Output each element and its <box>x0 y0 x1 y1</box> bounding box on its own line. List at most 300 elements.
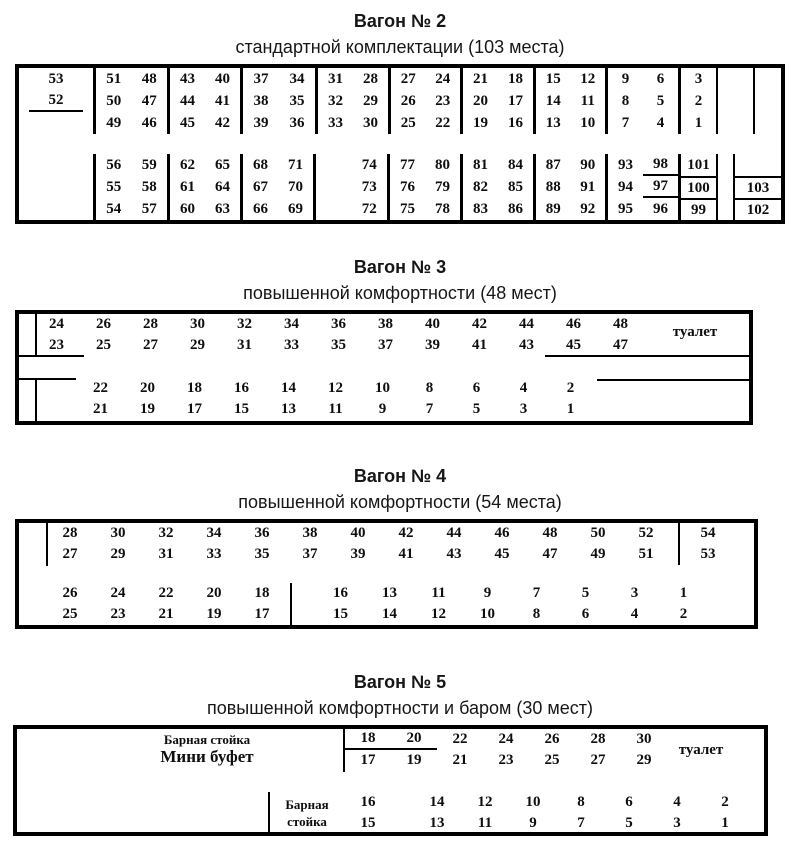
aisle-line <box>545 355 749 357</box>
seat-column <box>33 314 80 356</box>
seat-number: 37 <box>378 337 393 353</box>
seat-number: 20 <box>473 92 488 109</box>
seat-number: 18 <box>254 585 270 601</box>
seat-row <box>463 176 533 198</box>
seat-number: 42 <box>215 114 230 131</box>
seat-number: 40 <box>425 316 440 332</box>
seat-number: 31 <box>328 70 343 87</box>
seat-column <box>430 523 478 565</box>
seat-number: 17 <box>360 752 376 768</box>
wagon-5-subtitle: повышенной комфортности и баром (30 мест) <box>206 698 594 718</box>
seat-column <box>345 729 391 771</box>
seat-number: 34 <box>289 70 305 87</box>
seat-number: 97 <box>643 176 678 198</box>
seat-row <box>390 198 460 220</box>
seat-row <box>243 90 315 112</box>
seat-number: 9 <box>483 585 492 601</box>
seat-number: 40 <box>215 70 230 87</box>
seat-row <box>463 68 533 90</box>
seat-number: 21 <box>452 752 468 768</box>
wagon-2-title: Вагон № 2 <box>353 11 447 31</box>
seat-row <box>536 68 605 90</box>
seat-number: 52 <box>29 90 83 112</box>
seat-column <box>659 583 708 625</box>
seat-number: 25 <box>96 337 111 353</box>
seat-number: 86 <box>508 200 523 217</box>
seat-block <box>678 68 718 134</box>
seat-column <box>174 314 221 356</box>
seat-column <box>124 378 171 420</box>
seat-column <box>218 378 265 420</box>
seat-number: 53 <box>48 70 64 87</box>
seat-number: 90 <box>580 156 596 173</box>
seat-number: 91 <box>580 178 596 195</box>
seat-row <box>463 198 533 220</box>
seat-row <box>316 176 387 198</box>
seat-number: 9 <box>529 815 537 831</box>
seat-number: 43 <box>519 337 534 353</box>
seat-number: 87 <box>545 156 561 173</box>
seat-column <box>701 792 749 834</box>
seat-column <box>77 378 124 420</box>
seat-number: 10 <box>525 794 541 810</box>
seat-row <box>19 112 93 134</box>
mini-buffet-label: Мини буфет <box>160 747 254 766</box>
seat-block <box>93 154 167 220</box>
seat-row <box>608 90 678 112</box>
seat-row <box>391 90 460 112</box>
seat-column <box>453 378 500 420</box>
seat-number: 21 <box>158 606 174 622</box>
seat-number: 36 <box>331 316 346 332</box>
seat-row <box>608 68 678 90</box>
seat-number: 2 <box>694 92 703 109</box>
seat-number: 50 <box>590 525 606 541</box>
seat-number: 102 <box>746 201 770 218</box>
seat-spacer <box>735 154 781 176</box>
seat-number: 12 <box>477 794 493 810</box>
seat-number: 13 <box>545 114 561 131</box>
seat-number: 51 <box>106 70 122 87</box>
seat-number: 44 <box>180 92 195 109</box>
empty-block <box>718 68 755 134</box>
seat-number: 39 <box>253 114 269 131</box>
bar-counter-line1: Барная <box>285 797 329 812</box>
seat-row <box>96 176 167 198</box>
seat-number: 30 <box>363 114 378 131</box>
seat-number: 14 <box>429 794 445 810</box>
seat-column <box>46 523 94 565</box>
seat-row <box>463 154 533 176</box>
wagon-4-seat-map <box>15 519 758 629</box>
bar-counter-label-bottom <box>273 796 341 830</box>
seat-number: 40 <box>350 525 366 541</box>
seat-row <box>390 176 460 198</box>
seat-block <box>313 154 387 220</box>
seat-number: 85 <box>508 178 523 195</box>
seat-block <box>533 68 605 134</box>
wagon-4-section <box>0 465 800 629</box>
seat-number: 43 <box>180 70 195 87</box>
seat-column <box>127 314 174 356</box>
seat-number: 54 <box>106 200 122 217</box>
seat-number: 2 <box>566 380 575 396</box>
wagon-4-subtitle: повышенной комфортности (54 места) <box>238 492 562 512</box>
seat-block <box>460 68 533 134</box>
seat-number: 4 <box>630 606 639 622</box>
seat-row <box>536 154 605 176</box>
seat-row <box>390 154 460 176</box>
wagon-3-subtitle: повышенной комфортности (48 мест) <box>243 283 557 303</box>
seat-number: 48 <box>542 525 558 541</box>
seat-column <box>171 378 218 420</box>
empty-block <box>755 68 781 134</box>
seat-column <box>547 378 594 420</box>
seat-number: 36 <box>254 525 270 541</box>
wagon-3-title: Вагон № 3 <box>353 257 447 277</box>
seat-number: 51 <box>638 546 654 562</box>
seat-column <box>142 583 190 625</box>
seat-number: 24 <box>110 585 126 601</box>
seat-column <box>94 583 142 625</box>
seat-row <box>19 90 93 112</box>
seat-number: 13 <box>281 401 296 417</box>
seat-column <box>345 792 391 834</box>
seat-row <box>96 112 167 134</box>
seat-number: 14 <box>545 92 561 109</box>
seat-row <box>681 90 716 112</box>
seat-column <box>610 583 659 625</box>
seat-number: 44 <box>519 316 534 332</box>
seat-number: 34 <box>206 525 222 541</box>
seat-column <box>265 378 312 420</box>
seat-number: 26 <box>400 92 416 109</box>
seat-number: 27 <box>590 752 606 768</box>
seat-column <box>678 523 736 565</box>
wagon-2-upper-seat-row <box>19 68 781 134</box>
seat-row <box>608 154 678 176</box>
seat-number: 1 <box>679 585 688 601</box>
seat-number: 20 <box>206 585 222 601</box>
seat-number: 43 <box>446 546 462 562</box>
seat-block <box>605 68 678 134</box>
seat-number: 82 <box>473 178 488 195</box>
seat-number: 49 <box>106 114 122 131</box>
seat-number: 7 <box>532 585 541 601</box>
empty-block <box>718 154 733 220</box>
seat-column <box>94 523 142 565</box>
seat-column <box>509 792 557 834</box>
seat-column <box>461 792 509 834</box>
seat-number: 42 <box>398 525 414 541</box>
seat-row <box>96 154 167 176</box>
seat-number: 5 <box>472 401 481 417</box>
seat-number: 13 <box>429 815 445 831</box>
seat-number: 20 <box>140 380 155 396</box>
seat-number: 4 <box>656 114 665 131</box>
seat-number: 78 <box>435 200 450 217</box>
seat-block <box>533 154 605 220</box>
seat-number: 35 <box>331 337 346 353</box>
seat-number: 18 <box>508 70 523 87</box>
seat-column <box>312 378 359 420</box>
seat-number: 3 <box>694 70 703 87</box>
seat-number: 16 <box>234 380 249 396</box>
seat-number: 16 <box>360 794 376 810</box>
seat-row <box>96 68 167 90</box>
seat-number: 100 <box>687 179 710 196</box>
seat-number: 56 <box>106 156 122 173</box>
seat-column <box>315 314 362 356</box>
seat-block <box>315 68 388 134</box>
seat-block <box>167 154 240 220</box>
seat-row <box>681 176 716 198</box>
wagon-2-seat-map <box>15 64 785 224</box>
seat-number: 19 <box>473 114 488 131</box>
seat-number: 77 <box>400 156 415 173</box>
seat-number: 46 <box>566 316 581 332</box>
aisle-line <box>597 379 749 381</box>
seat-number: 39 <box>425 337 440 353</box>
wagon-2-section <box>0 10 800 224</box>
seat-number: 37 <box>253 70 269 87</box>
seat-number: 22 <box>93 380 108 396</box>
seat-number: 60 <box>180 200 195 217</box>
seat-number: 26 <box>96 316 111 332</box>
seat-number: 8 <box>532 606 541 622</box>
seat-number: 14 <box>382 606 397 622</box>
seat-number: 15 <box>333 606 348 622</box>
seat-number: 3 <box>519 401 528 417</box>
seat-block <box>733 154 781 220</box>
wagon-4-lower-seat-row <box>19 583 754 625</box>
wagon-4-upper-seat-row <box>19 523 754 565</box>
wagon-3-section <box>0 256 800 425</box>
seat-number: 2 <box>679 606 688 622</box>
toilet-label: туалет <box>678 742 724 758</box>
wagon-5-title: Вагон № 5 <box>353 672 447 692</box>
bar-counter-label: Барная стойка <box>163 732 251 747</box>
seat-row <box>681 154 716 176</box>
seat-number: 8 <box>425 380 434 396</box>
seat-number: 10 <box>580 114 596 131</box>
seat-number: 6 <box>625 794 633 810</box>
seat-row <box>170 68 240 90</box>
seat-number: 33 <box>284 337 299 353</box>
seat-row <box>316 154 387 176</box>
seat-column <box>406 378 453 420</box>
seat-number: 75 <box>400 200 415 217</box>
seat-number: 1 <box>721 815 729 831</box>
seat-number: 57 <box>141 200 157 217</box>
seat-number: 74 <box>361 156 377 173</box>
seat-column <box>575 729 621 771</box>
seat-number: 95 <box>618 200 633 217</box>
seat-block <box>387 154 460 220</box>
seat-number: 23 <box>498 752 514 768</box>
seat-number: 48 <box>613 316 628 332</box>
seat-column <box>413 792 461 834</box>
seat-number: 7 <box>577 815 585 831</box>
wagon-3-lower-seat-row <box>19 378 749 420</box>
seat-column <box>478 523 526 565</box>
seat-number: 32 <box>328 92 343 109</box>
seat-row <box>735 176 781 198</box>
seat-number: 66 <box>253 200 268 217</box>
seat-number: 54 <box>700 525 716 541</box>
seat-number: 96 <box>653 200 668 217</box>
seat-number: 79 <box>435 178 450 195</box>
seat-block <box>388 68 460 134</box>
seat-block <box>93 68 167 134</box>
seat-row <box>536 198 605 220</box>
seat-number: 39 <box>350 546 366 562</box>
seat-number: 27 <box>400 70 416 87</box>
seat-number: 13 <box>382 585 397 601</box>
seat-column <box>365 583 414 625</box>
seat-column <box>622 523 670 565</box>
wagon-5-lower-seat-row <box>17 792 764 834</box>
seat-number: 5 <box>581 585 590 601</box>
seat-number: 12 <box>431 606 446 622</box>
vestibule-divider-line <box>35 379 37 421</box>
seat-number: 25 <box>544 752 560 768</box>
vestibule-divider-line <box>35 314 37 355</box>
seat-column <box>500 378 547 420</box>
seat-number: 32 <box>158 525 174 541</box>
seat-number: 17 <box>508 92 523 109</box>
seat-number: 27 <box>143 337 158 353</box>
seat-number: 2 <box>721 794 729 810</box>
seat-number: 46 <box>141 114 157 131</box>
seat-number: 11 <box>431 585 446 601</box>
seat-column <box>238 523 286 565</box>
seat-number: 63 <box>215 200 230 217</box>
seat-number: 23 <box>110 606 126 622</box>
seat-spacer <box>316 176 352 198</box>
seat-number: 30 <box>190 316 205 332</box>
seat-number: 28 <box>363 70 378 87</box>
seat-row <box>608 176 678 198</box>
seat-number: 103 <box>746 179 770 196</box>
seat-number: 30 <box>110 525 126 541</box>
seat-row <box>170 90 240 112</box>
seat-number: 50 <box>106 92 122 109</box>
seat-row <box>243 112 315 134</box>
seat-number: 1 <box>566 401 575 417</box>
seat-number: 23 <box>435 92 451 109</box>
seat-number: 46 <box>494 525 510 541</box>
seat-block <box>460 154 533 220</box>
seat-number: 45 <box>566 337 581 353</box>
seat-number: 69 <box>288 200 303 217</box>
seat-number: 28 <box>143 316 158 332</box>
seat-number: 5 <box>625 815 633 831</box>
seat-number: 29 <box>110 546 126 562</box>
seat-number: 21 <box>93 401 108 417</box>
seat-number: 41 <box>472 337 487 353</box>
seat-number: 33 <box>206 546 222 562</box>
seat-number: 72 <box>361 200 377 217</box>
seat-column <box>557 792 605 834</box>
seat-number: 47 <box>613 337 628 353</box>
seat-column <box>362 314 409 356</box>
seat-row <box>170 154 240 176</box>
seat-number: 25 <box>400 114 416 131</box>
seat-number: 15 <box>545 70 561 87</box>
seat-number: 11 <box>477 815 493 831</box>
seat-column <box>286 523 334 565</box>
seat-number: 24 <box>498 731 514 747</box>
seat-number: 33 <box>328 114 343 131</box>
seat-number: 8 <box>621 92 630 109</box>
seat-column <box>503 314 550 356</box>
wagon-2-subtitle: стандартной комплектации (103 места) <box>235 37 565 57</box>
seat-number: 101 <box>687 156 710 173</box>
seat-column <box>238 583 286 625</box>
seat-column <box>529 729 575 771</box>
seat-number: 9 <box>621 70 630 87</box>
seat-column <box>512 583 561 625</box>
seat-number: 19 <box>140 401 155 417</box>
seat-column <box>316 583 365 625</box>
seat-row <box>96 198 167 220</box>
seat-number: 38 <box>253 92 269 109</box>
seat-row <box>463 90 533 112</box>
seat-row <box>536 90 605 112</box>
seat-number: 10 <box>480 606 495 622</box>
seat-column <box>437 729 483 771</box>
seat-row <box>536 112 605 134</box>
seat-column <box>526 523 574 565</box>
seat-number: 22 <box>435 114 451 131</box>
seat-number: 38 <box>378 316 393 332</box>
seat-group-divider-line <box>290 583 292 625</box>
seat-column <box>190 583 238 625</box>
seat-number: 41 <box>215 92 230 109</box>
seat-number: 22 <box>452 731 468 747</box>
seat-number: 44 <box>446 525 462 541</box>
seat-column <box>653 792 701 834</box>
seat-number: 21 <box>473 70 488 87</box>
seat-number: 61 <box>180 178 195 195</box>
bar-counter-line2: стойка <box>287 814 327 829</box>
seat-row <box>735 154 781 176</box>
seat-number: 88 <box>545 178 561 195</box>
seat-number: 25 <box>62 606 78 622</box>
seat-row <box>96 90 167 112</box>
seat-number: 24 <box>49 316 64 332</box>
seat-number: 98 <box>643 154 678 176</box>
seat-number: 26 <box>544 731 560 747</box>
seat-row <box>681 198 716 220</box>
seat-number: 58 <box>141 178 157 195</box>
seat-block <box>240 68 315 134</box>
seat-number: 89 <box>545 200 561 217</box>
seat-column <box>409 314 456 356</box>
wagon-5-section <box>0 671 800 836</box>
seat-number: 5 <box>656 92 665 109</box>
seat-row <box>608 198 678 220</box>
seat-row <box>391 112 460 134</box>
seat-number: 68 <box>253 156 268 173</box>
seat-row <box>243 198 313 220</box>
seat-block <box>167 68 240 134</box>
seat-number: 45 <box>180 114 195 131</box>
seat-row <box>318 68 388 90</box>
seat-row <box>608 112 678 134</box>
seat-row <box>243 154 313 176</box>
